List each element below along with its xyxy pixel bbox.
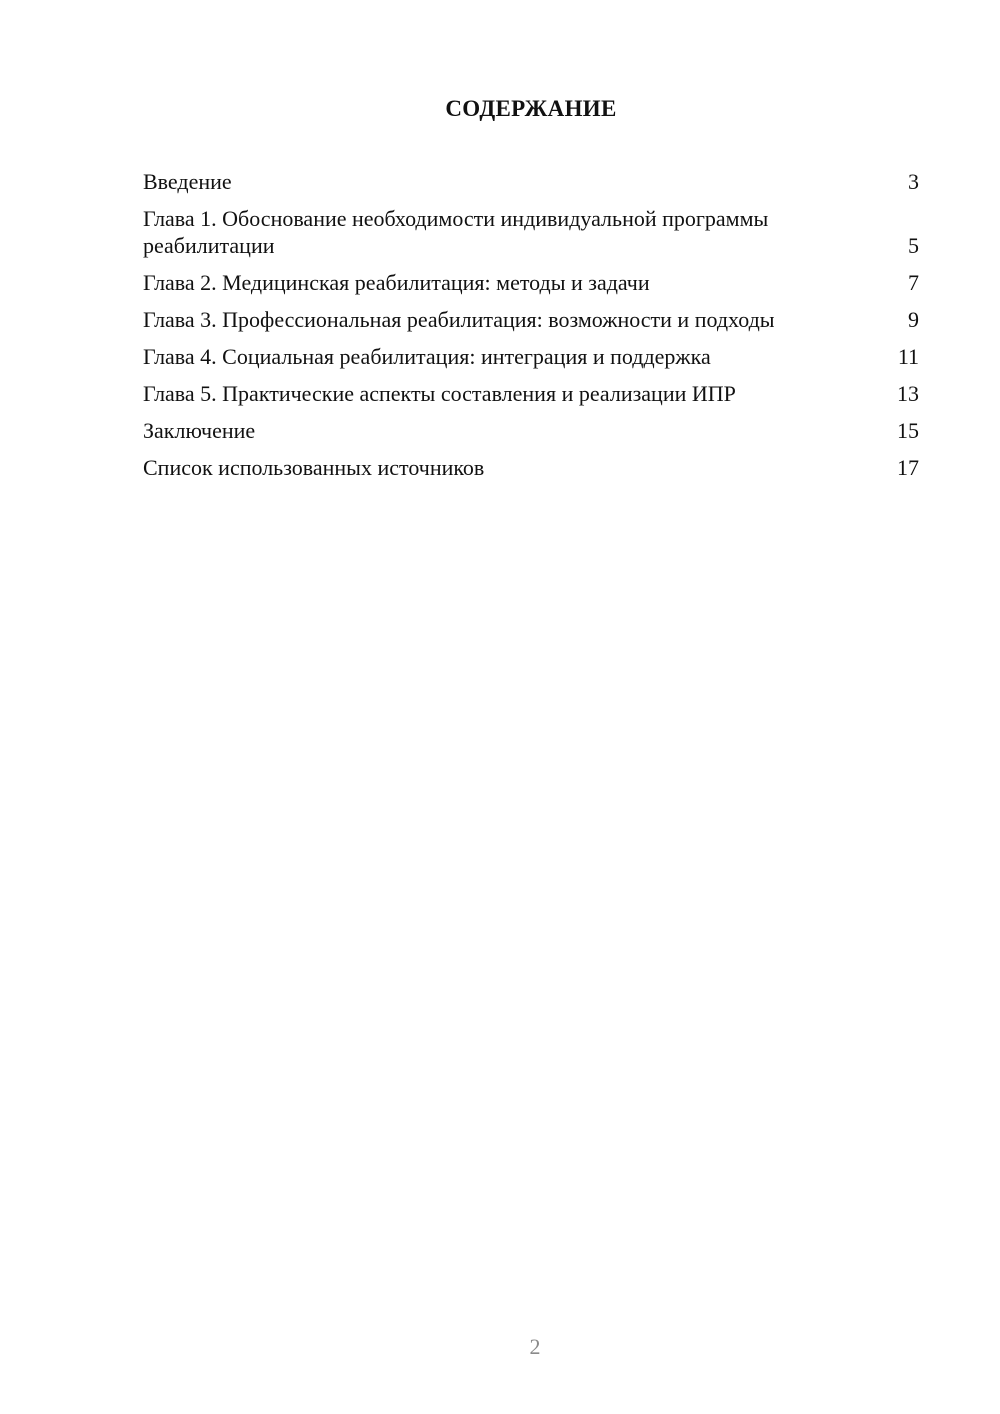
toc-entry-page: 17 [897, 455, 919, 480]
toc-entry-page: 5 [908, 233, 919, 258]
toc-entry-chapter-2 [143, 269, 919, 296]
toc-entry-references [143, 454, 919, 481]
toc-entry-label: Глава 3. Профессиональная реабилитация: возможности и подходы [143, 307, 775, 332]
toc-entry-introduction [143, 168, 919, 195]
toc-entry-chapter-3 [143, 306, 919, 333]
toc-entry-page: 3 [908, 169, 919, 194]
table-of-contents [143, 168, 919, 491]
toc-entry-page: 9 [908, 307, 919, 332]
toc-entry-label: Введение [143, 169, 232, 194]
toc-entry-label: Список использованных источников [143, 455, 485, 480]
toc-entry-conclusion [143, 417, 919, 444]
toc-title: СОДЕРЖАНИЕ [445, 96, 617, 121]
toc-entry-page: 13 [897, 381, 919, 406]
page-number: 2 [529, 1334, 541, 1359]
toc-entry-label: Глава 1. Обоснование необходимости индивидуальной программы реабилитации [143, 206, 769, 258]
toc-entry-label: Глава 5. Практические аспекты составления и реализации ИПР [143, 381, 736, 406]
toc-entry-label: Глава 2. Медицинская реабилитация: методы и задачи [143, 270, 650, 295]
toc-entry-label: Глава 4. Социальная реабилитация: интеграция и поддержка [143, 344, 711, 369]
toc-entry-page: 11 [897, 344, 919, 369]
toc-entry-chapter-5 [143, 380, 919, 407]
toc-entry-page: 7 [908, 270, 919, 295]
toc-entry-chapter-1 [143, 205, 919, 259]
toc-entry-label: Заключение [143, 418, 256, 443]
toc-entry-chapter-4 [143, 343, 919, 370]
toc-entry-page: 15 [897, 418, 919, 443]
